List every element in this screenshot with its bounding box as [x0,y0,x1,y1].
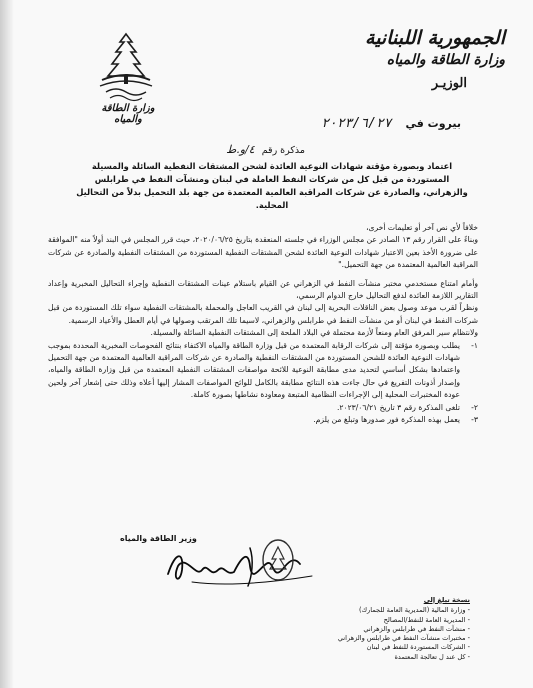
logo-caption: وزارة الطاقة والمياه [101,103,155,125]
date-value: ٢٠٢٣/٦/٢٧ [321,116,392,131]
list-item-text: تلغى المذكرة رقم ٣ تاريخ ٢٠٢٣/٠٦/٢١. [337,402,460,412]
signatory-title: وزير الطاقة والمياه [120,534,197,543]
list-item-text: يعمل بهذه المذكرة فور صدورها وتبلغ من يلزم. [313,415,460,425]
memo-body [48,222,478,427]
body-paragraph: ونظراً لقرب موعد وصول بعض الناقلات البحرية إلى لبنان في القريب العاجل والمحملة بالمشتقات النفطية سواء تلك المستوردة من قبل شركات النفط في لبنان أو من منشآت النفط في طرابلس والزهراني، لاسيما تلك المرتقب وصولها في أيام العطل والأعياد الرسمية. [48,303,478,325]
letterhead [335,26,505,91]
distribution-item: - منشآت النفط في طرابلس والزهراني [363,624,470,633]
date-line [321,116,461,131]
distribution-item: - مختبرات منشآت النفط في طرابلس والزهراني [337,634,470,643]
distribution-list [300,596,470,662]
ministry-name: وزارة الطاقة والمياه [386,52,505,68]
body-paragraph: خلافاً لأي نص آخر أو تعليمات أخرى، [366,223,478,232]
body-paragraph: وبناءً على القرار رقم ١٣ الصادر عن مجلس الوزراء في جلسته المنعقدة بتاريخ ٢٠٢٠/٠٦/٢٥، حيث قرر المجلس في البند أولاً منه "الموافقة على ضرورة الأخذ بعين الاعتبار شهادات النوعية العائدة لشحن المشتقات النفطية المستوردة من المشتقات النفطية والصادرة عن شركات المراقبة العالمية المعتمدة من جهة التحميل." [48,235,478,270]
body-paragraph: ولانتظام سير المرفق العام ومنعاً لأزمة محتملة في البلاد الملحة إلى المشتقات النفطية السائلة والمسيلة. [150,328,478,338]
list-item-number: ٣- [471,415,478,425]
list-item-number: ١- [471,340,478,350]
memo-number: ٤/و.ط [226,143,255,156]
memo-subject: اعتماد وبصورة مؤقتة شهادات النوعية العائدة لشحن المشتقات النفطية السائلة والمسيلة المستوردة من قبل كل من شركات النفط العاملة في لبنان ومنشآت النفط في طرابلس والزهراني، والصادرة عن شركات المراقبة العالمية المعتمدة من جهة بلد التحميل بدلاً من التحاليل المحلية. [76,161,468,210]
memo-label: مذكرة رقم [261,145,305,156]
list-item [48,340,478,402]
list-item [48,414,478,426]
list-item-text: يطلب وبصورة مؤقتة إلى شركات الرقابة المعتمدة من قبل وزارة الطاقة والمياه الاكتفاء بنتائج الفحوصات المخبرية المحددة بموجب شهادات النوعية العائدة للشحن المستوردة من المشتقات النفطية والصادرة عن شركات المراقبة العالمية المعتمدة من جهة التحميل واعتمادها بشكل أساسي لتحديد مدى مطابقة النوعية للائحة مواصفات المشتقات النفطية المعتمدة من قبل وزارة الطاقة والمياه، وإصدار أذونات التفريغ في حال جاءت هذه النتائج مطابقة بالكامل للوائح المواصفات المشار إليها أعلاه وذلك حتى إشعار آخر ولحين عودة المختبرات المحلية إلى الإجراءات النظامية المتبعة ومعاودة نشاطها بصورة كاملة. [48,340,460,400]
handwritten-signature [162,540,322,592]
ministry-logo [92,30,160,110]
distribution-item: - الشركات المستوردة للنفط في لبنان [366,643,470,652]
list-item [48,402,478,414]
body-paragraph: وأمام امتناع مستخدمي مختبر منشآت النفط في الزهراني عن القيام باستلام عينات المشتقات النفطية وإجراء التحاليل المخبرية وإعداد التقارير اللازمة العائدة لدفع التحاليل خارج الدوام الرسمي، [48,278,478,301]
list-item-number: ٢- [471,402,478,412]
official-stamp [258,535,298,585]
minister-title: الوزيـر [431,76,467,91]
memo-number-line [226,143,305,156]
date-place: بيروت في [405,117,461,130]
distribution-item: - المديرية العامة للنفط/المصالح [383,615,470,624]
distribution-item: - وزارة المالية (المديرية العامة للجمارك) [359,606,470,615]
scan-edge-shadow [0,0,14,688]
distribution-title: نسخة تبلغ إلى [423,596,470,604]
distribution-item: - كل عند ل تعالجة المعتمدة [394,652,470,661]
republic-name: الجمهورية اللبنانية [365,27,505,49]
